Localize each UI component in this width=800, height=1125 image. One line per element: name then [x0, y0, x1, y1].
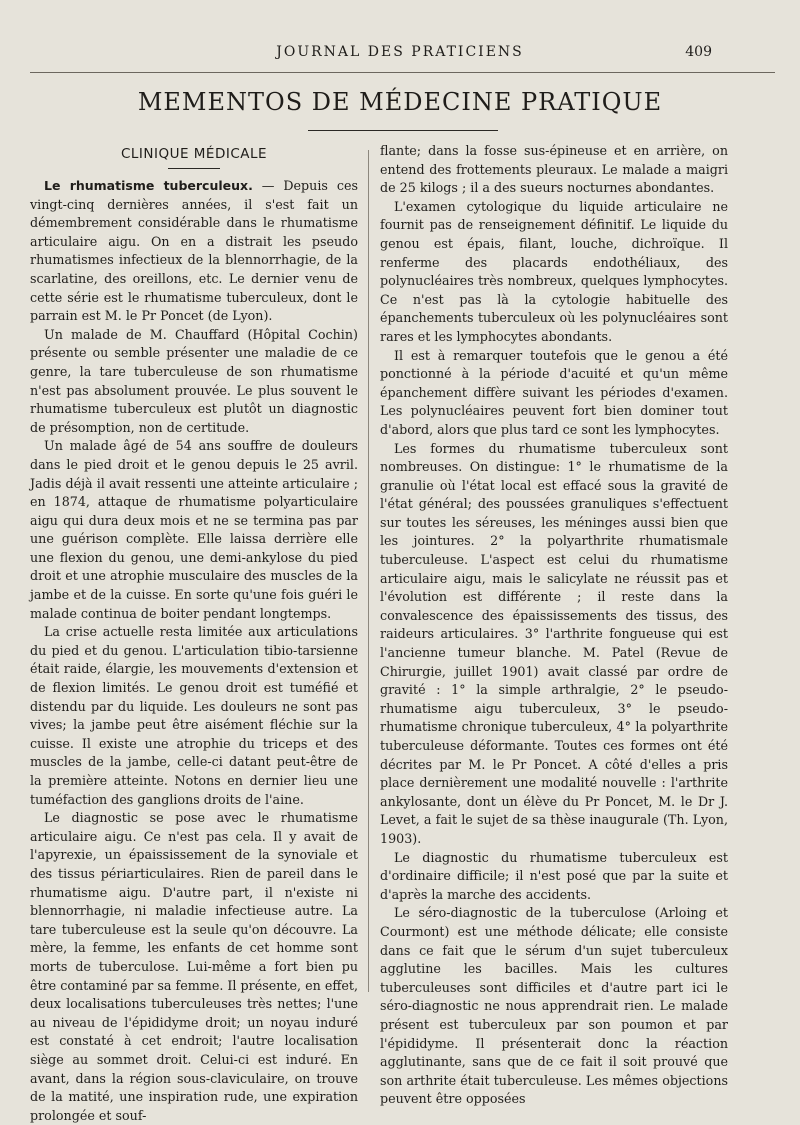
running-header [0, 44, 800, 66]
paragraph: La crise actuelle resta limitée aux articulations du pied et du genou. L'articulation tibio-tarsienne était raide, élargie, les mouvements d'extension et de flexion limités. Le genou droit est tuméfié et distendu par du liquide. Les douleurs ne sont pas vives; la jambe peut être aisément fléchie sur la cuisse. Il existe une atrophie du triceps et des muscles de la jambe, celle-ci datant peut-être de la première atteinte. Notons en dernier lieu une tuméfaction des ganglions droits de l'aine. [30, 624, 358, 807]
column-divider [368, 150, 369, 992]
section-rule [168, 168, 220, 169]
page-number: 409 [685, 44, 712, 60]
lead-title: Le rhumatisme tuberculeux. [44, 178, 253, 193]
paragraph: Un malade de M. Chauffard (Hôpital Cochin) présente ou semble présenter une maladie de ce genre, la tare tuberculeuse de son rhumatisme n'est pas absolument prouvée. Le plus souvent le rhumatisme tuberculeux est plutôt un diagnostic de présomption, non de certitude. [30, 326, 358, 435]
paragraph: L'examen cytologique du liquide articulaire ne fournit pas de renseignement définitif. Le liquide du genou est épais, filant, louche, dichroïque. Il renferme des placards endothéliaux, des polynucléaires très nombreux, quelques lymphocytes. Ce n'est pas là la cytologie habituelle des épanchements tuberculeux où les polynucléaires sont rares et les lymphocytes abondants. [380, 198, 728, 344]
paragraph: Le diagnostic du rhumatisme tuberculeux est d'ordinaire difficile; il n'est posé que par la suite et d'après la marche des accidents. [380, 849, 728, 902]
paragraph-lead [30, 177, 358, 326]
paragraph-continued: flante; dans la fosse sus-épineuse et en arrière, on entend des frottements pleuraux. Le malade a maigri de 25 kilogs ; il a des sueurs nocturnes abondantes. [380, 143, 728, 196]
paragraph: Un malade âgé de 54 ans souffre de douleurs dans le pied droit et le genou depuis le 25 avril. Jadis déjà il avait ressenti une atteinte articulaire ; en 1874, attaque de rhumatisme polyarticulaire aigu qui dura deux mois et ne se termina pas par une guérison complète. Elle laissa derrière elle une flexion du genou, une demi-ankylose du pied droit et une atrophie musculaire des muscles de la jambe et de la cuisse. En sorte qu'une fois guéri le malade continua de boiter pendant longtemps. [30, 438, 358, 621]
running-title: JOURNAL DES PRATICIENS [276, 44, 524, 60]
paragraph: Le séro-diagnostic de la tuberculose (Arloing et Courmont) est une méthode délicate; elle consiste dans ce fait que le sérum d'un sujet tuberculeux agglutine les bacilles. Mais les cultures tuberculeuses sont difficiles et d'autre part ici le séro-diagnostic ne nous apprendrait rien. Le malade présent est tuberculeux par son poumon et par l'épididyme. Il présenterait donc la réaction agglutinante, sans que de ce fait il soit prouvé que son arthrite était tuberculeuse. Les mêmes objections peuvent être opposées [380, 905, 728, 1107]
right-column [380, 142, 728, 1109]
left-column [30, 142, 358, 1125]
main-title: MEMENTOS DE MÉDECINE PRATIQUE [137, 88, 663, 116]
paragraph: Il est à remarquer toutefois que le genou a été ponctionné à la période d'acuité et qu'un même épanchement diffère suivant les périodes d'examen. Les polynucléaires peuvent fort bien dominer tout d'abord, alors que plus tard ce sont les lymphocytes. [380, 347, 728, 437]
header-rule [30, 72, 775, 73]
title-rule [308, 130, 498, 131]
paragraph: Les formes du rhumatisme tuberculeux sont nombreuses. On distingue: 1° le rhumatisme de la granulie où l'état local est effacé sous la gravité de l'état général; des poussées granuliques s'effectuent sur toutes les séreuses, les méninges aussi bien que les jointures. 2° la polyarthrite rhumatismale tuberculeuse. L'aspect est celui du rhumatisme articulaire aigu, mais le salicylate ne réussit pas et l'évolution est différente ; il reste dans la convalescence des épaississements des tissus, des raideurs articulaires. 3° l'arthrite fongueuse qui est l'ancienne tumeur blanche. M. Patel (Revue de Chirurgie, juillet 1901) avait classé par ordre de gravité : 1° la simple arthralgie, 2° le pseudo-rhumatisme aigu tuberculeux, 3° le pseudo-rhumatisme chronique tuberculeux, 4° la polyarthrite tuberculeuse déformante. Toutes ces formes ont été décrites par M. le Pr Poncet. A côté d'elles a pris place dernièrement une modalité nouvelle : l'arthrite ankylosante, dont un élève du Pr Poncet, M. le Dr J. Levet, a fait le sujet de sa thèse inaugurale (Th. Lyon, 1903). [380, 440, 728, 846]
section-title: CLINIQUE MÉDICALE [120, 146, 268, 162]
paragraph: Le diagnostic se pose avec le rhumatisme articulaire aigu. Ce n'est pas cela. Il y avait de l'apyrexie, un épaississement de la synoviale et des tissus périarticulaires. Rien de pareil dans le rhumatisme aigu. D'autre part, il n'existe ni blennorrhagie, ni maladie infectieuse autre. La tare tuberculeuse est la seule qu'on découvre. La mère, la femme, les enfants de cet homme sont morts de tuberculose. Lui-même a fort bien pu être contaminé par sa femme. Il présente, en effet, deux localisations tuberculeuses très nettes; l'une au niveau de l'épididyme droit; un noyau induré est constaté à cet endroit; l'autre localisation siège au sommet droit. Celui-ci est induré. En avant, dans la région sous-claviculaire, on trouve de la matité, une inspiration rude, une expiration prolongée et souf- [30, 810, 358, 1123]
paragraph-text: — Depuis ces vingt-cinq dernières années, il s'est fait un démembrement considérable dans le rhumatisme articulaire aigu. On en a distrait les pseudo rhumatismes infectieux de la blennorrhagie, de la scarlatine, des oreillons, etc. Le dernier venu de cette série est le rhumatisme tuberculeux, dont le parrain est M. le Pr Poncet (de Lyon). [30, 178, 358, 324]
